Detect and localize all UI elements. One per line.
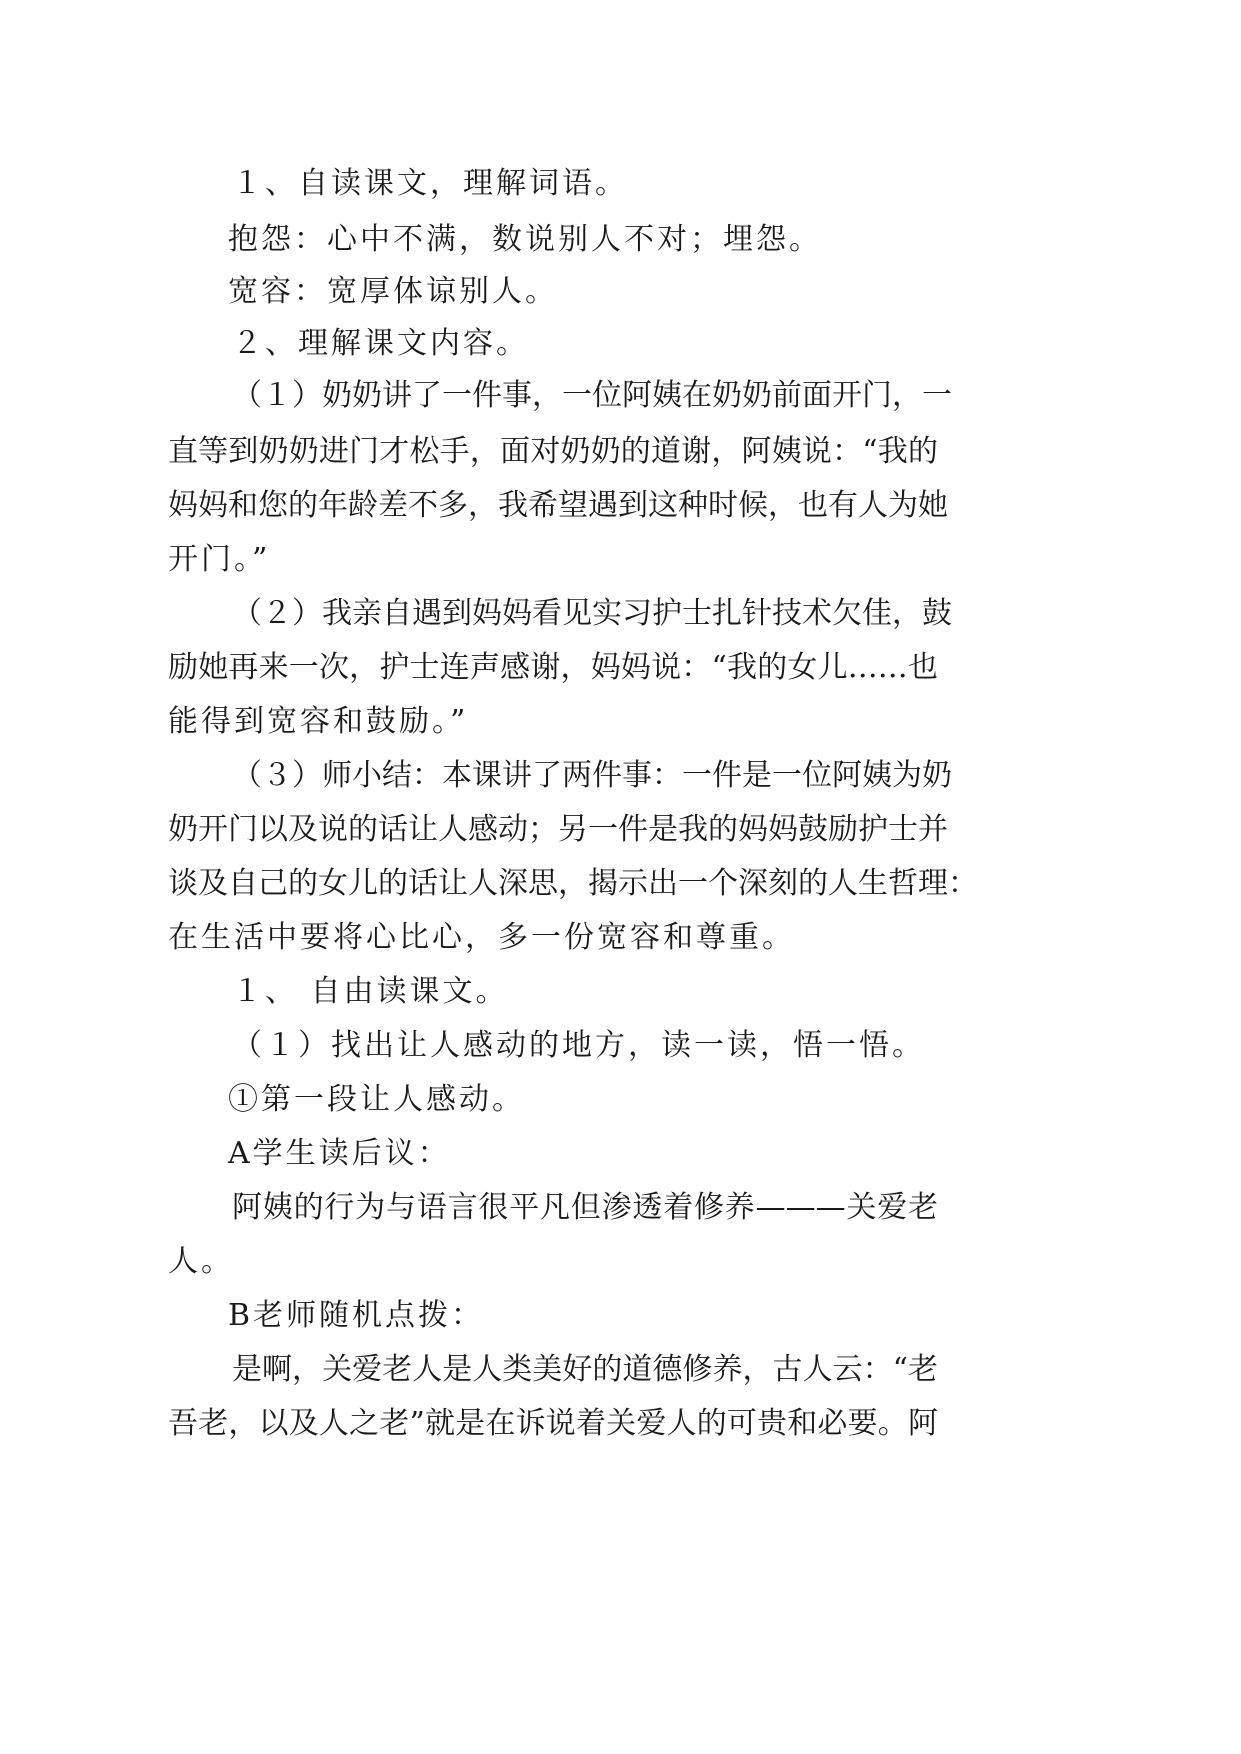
paragraph-2-line-1: （２）我亲自遇到妈妈看见实习护士扎针技术欠佳，鼓 (232, 596, 952, 631)
paragraph-5-line-2: 吾老，以及人之老”就是在诉说着关爱人的可贵和必要。阿 (168, 1406, 938, 1441)
paragraph-4-line-2: 人。 (168, 1244, 234, 1279)
item-a-students-discuss: A学生读后议： (228, 1136, 451, 1171)
heading-2-understand: ２、理解课文内容。 (232, 326, 529, 361)
paragraph-3-line-1: （３）师小结：本课讲了两件事：一件是一位阿姨为奶 (232, 758, 952, 793)
heading-1-self-read: １、自读课文，理解词语。 (232, 166, 628, 201)
paragraph-2-line-3: 能得到宽容和鼓励。” (168, 704, 469, 739)
paragraph-3-line-2: 奶开门以及说的话让人感动；另一件是我的妈妈鼓励护士并 (168, 812, 948, 847)
paragraph-3-line-3: 谈及自己的女儿的话让人深思，揭示出一个深刻的人生哲理： (168, 866, 978, 901)
item-b-teacher-guidance: B老师随机点拨： (228, 1298, 485, 1333)
paragraph-5-line-1: 是啊，关爱老人是人类美好的道德修养，古人云：“老 (232, 1352, 938, 1387)
paragraph-2-line-2: 励她再来一次，护士连声感谢，妈妈说：“我的女儿……也 (168, 650, 938, 685)
paragraph-3-line-4: 在生活中要将心比心，多一份宽容和尊重。 (168, 920, 795, 955)
paragraph-1-line-2: 直等到奶奶进门才松手，面对奶奶的道谢，阿姨说：“我的 (168, 434, 938, 469)
paragraph-4-line-1: 阿姨的行为与语言很平凡但渗透着修养———关爱老 (232, 1190, 938, 1225)
paragraph-1-line-3: 妈妈和您的年龄差不多，我希望遇到这种时候，也有人为她 (168, 488, 948, 523)
paragraph-1-line-1: （１）奶奶讲了一件事，一位阿姨在奶奶前面开门，一 (232, 378, 952, 413)
heading-1-free-read: １、 自由读课文。 (232, 974, 509, 1009)
item-first-section: ①第一段让人感动。 (228, 1082, 525, 1117)
paragraph-1-line-4: 开门。” (168, 542, 271, 577)
vocab-complain: 抱怨：心中不满，数说别人不对；埋怨。 (228, 222, 822, 257)
vocab-tolerance: 宽容：宽厚体谅别人。 (228, 274, 558, 309)
task-find-moving-parts: （１）找出让人感动的地方，读一读，悟一悟。 (232, 1028, 925, 1063)
